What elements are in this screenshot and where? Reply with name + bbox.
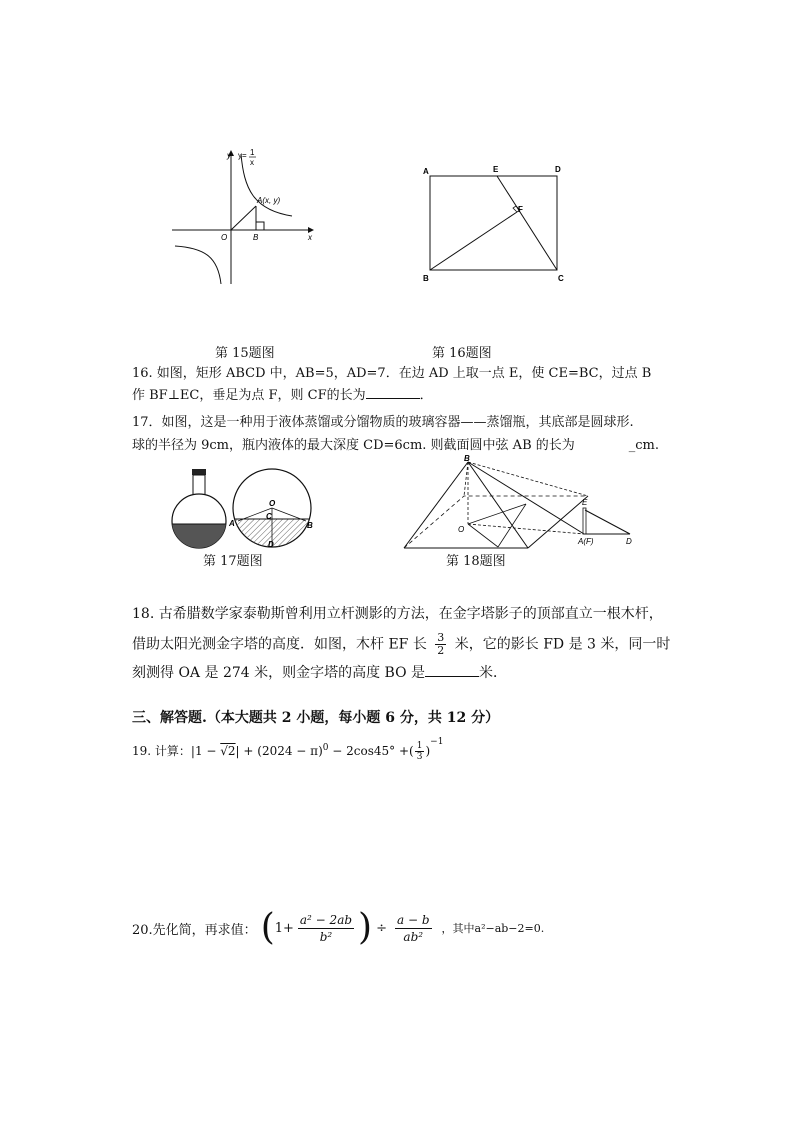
q16-answer-blank bbox=[366, 384, 420, 399]
q19-mid: | + (2024 − π) bbox=[235, 744, 323, 758]
q19-sqrt: √2 bbox=[220, 744, 236, 758]
curve-den: x bbox=[250, 158, 254, 167]
q17-line1: 17．如图，这是一种用于液体蒸馏或分馏物质的玻璃容器——蒸馏瓶，其底部是圆球形. bbox=[132, 415, 634, 430]
figure-18-pyramid bbox=[398, 452, 638, 552]
q20-divide: ÷ bbox=[376, 920, 387, 936]
q18-line1: 18. 古希腊数学家泰勒斯曾利用立杆测影的方法，在金字塔影子的顶部直立一根木杆， bbox=[132, 606, 663, 622]
point-c-label: C bbox=[266, 512, 272, 521]
q20-one: 1+ bbox=[274, 920, 294, 936]
q16-line1: 16. 如图，矩形 ABCD 中，AB=5，AD=7．在边 AD 上取一点 E，使 CE=BC，过点 B bbox=[132, 366, 652, 381]
figure-15-caption: 第 15题图 bbox=[215, 346, 275, 361]
q18-line3-end: 米． bbox=[479, 665, 508, 681]
origin-label: O bbox=[221, 233, 228, 242]
point-b-label: B bbox=[307, 521, 313, 530]
q20-suffix: ，其中a²−ab−2=0. bbox=[441, 922, 545, 935]
q19-rest: − 2cos45° +( bbox=[328, 744, 414, 758]
point-b-label: B bbox=[253, 233, 259, 242]
q19-expression bbox=[132, 736, 443, 763]
q19-exp0: 0 bbox=[322, 743, 329, 753]
q20-fraction-1: $\frac{\text{a² − 2ab}}{\text{b²}}$ bbox=[299, 912, 353, 944]
point-af-label: A(F) bbox=[578, 537, 594, 546]
vertex-b-label: B bbox=[423, 274, 429, 283]
figure-18-caption: 第 18题图 bbox=[446, 554, 506, 569]
vertex-d-label: D bbox=[555, 165, 561, 174]
axis-y-label: y bbox=[227, 151, 231, 160]
center-o-label: O bbox=[269, 499, 276, 508]
curve-label: y= bbox=[238, 151, 247, 160]
q19-close: ) bbox=[425, 744, 431, 758]
section-3-title: 三、解答题.（本大题共 2 小题，每小题 6 分，共 12 分） bbox=[132, 710, 500, 726]
q18-line3-text: 刻测得 OA 是 274 米，则金字塔的高度 BO 是 bbox=[132, 665, 426, 681]
vertex-f-label: F bbox=[518, 205, 523, 214]
q17-line2-end: _cm. bbox=[628, 438, 660, 453]
q16-line2-text: 作 BF⊥EC，垂足为点 F，则 CF的长为 bbox=[132, 388, 366, 403]
point-e-label: E bbox=[582, 498, 588, 507]
figure-15-graph bbox=[168, 148, 318, 288]
figure-17-flask bbox=[168, 466, 230, 552]
vertex-a-label: A bbox=[423, 167, 429, 176]
axis-x-label: x bbox=[308, 233, 312, 242]
q19-exp: −1 bbox=[430, 737, 444, 747]
q19-prefix: 19. 计算：|1 − bbox=[132, 744, 221, 758]
point-a-label: A bbox=[229, 519, 235, 528]
vertex-e-label: E bbox=[493, 165, 499, 174]
q20-fraction-2: $\frac{a - b}{\text{ab²}}$ bbox=[396, 912, 430, 944]
q18-line2 bbox=[132, 632, 670, 657]
point-d-label: D bbox=[626, 537, 632, 546]
q20-prefix: 20.先化简，再求值： bbox=[132, 922, 257, 938]
q20-expression: 20.先化简，再求值： ( 1+ $\frac{\text{a² − 2ab}}{\text{b²}}$ ) ÷ $\frac{a - b}{\text{ab²}}$ ，其中a²−ab−2=0. bbox=[132, 907, 545, 948]
q18-line2-text: 借助太阳光测金字塔的高度．如图，木杆 EF 长 bbox=[132, 636, 427, 653]
point-a-label: A(x, y) bbox=[257, 196, 281, 205]
q18-line3 bbox=[132, 662, 507, 683]
figure-16-caption: 第 16题图 bbox=[432, 346, 492, 361]
q18-line2-end: 米，它的影长 FD 是 3 米，同一时 bbox=[454, 636, 671, 653]
q18-answer-blank bbox=[425, 662, 479, 677]
curve-num: 1 bbox=[250, 148, 255, 157]
q18-fraction: $\frac{3}{2}$ bbox=[437, 631, 445, 657]
q19-fraction: $\frac{1}{3}$ bbox=[416, 741, 423, 762]
vertex-c-label: C bbox=[558, 274, 564, 283]
point-o-label: O bbox=[458, 525, 465, 534]
q16-line2 bbox=[132, 384, 433, 406]
apex-b-label: B bbox=[464, 454, 470, 463]
figure-17-caption: 第 17题图 bbox=[203, 554, 263, 569]
figure-16-rectangle bbox=[418, 160, 573, 285]
q17-line2-text: 球的半径为 9cm，瓶内液体的最大深度 CD=6cm. 则截面圆中弦 AB 的长为 bbox=[132, 438, 575, 453]
figure-17-circle bbox=[228, 466, 316, 552]
q16-line2-end: ． bbox=[419, 388, 433, 403]
point-d-label: D bbox=[268, 540, 274, 549]
